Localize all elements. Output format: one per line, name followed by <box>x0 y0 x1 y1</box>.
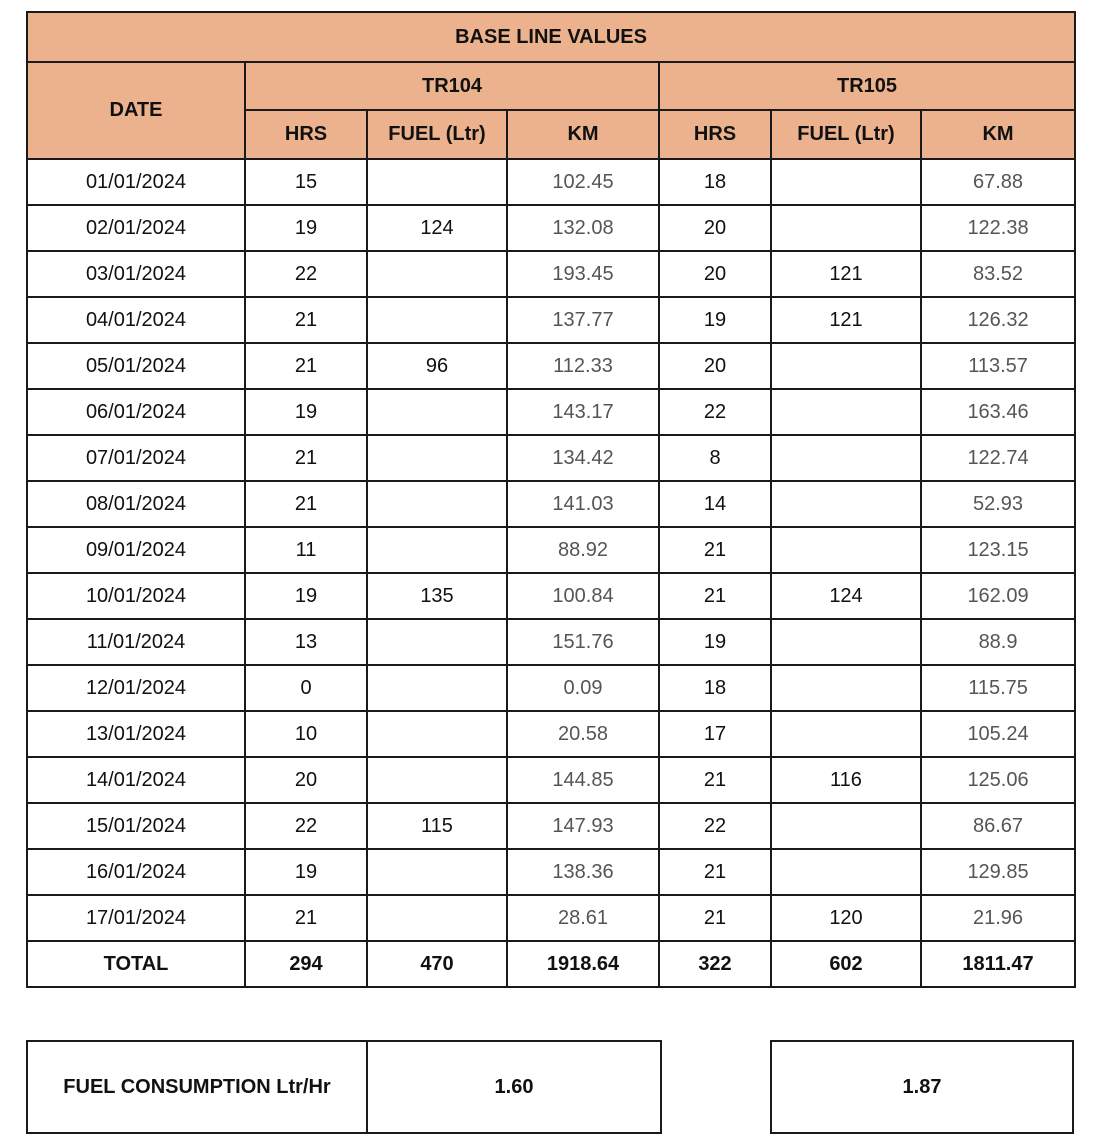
hrs-cell: 19 <box>245 849 367 895</box>
hrs-cell: 15 <box>245 159 367 205</box>
table-row <box>27 389 1075 435</box>
date-cell: 03/01/2024 <box>27 251 245 297</box>
date-cell: 14/01/2024 <box>27 757 245 803</box>
fuel-cell: 120 <box>771 895 921 941</box>
fuel-cell <box>771 435 921 481</box>
km-cell: 122.74 <box>921 435 1075 481</box>
fuel-cell <box>771 711 921 757</box>
fuel-consumption-label: FUEL CONSUMPTION Ltr/Hr <box>27 1041 367 1133</box>
fuel-cell: 121 <box>771 251 921 297</box>
km-cell: 113.57 <box>921 343 1075 389</box>
hrs-cell: 18 <box>659 665 771 711</box>
km-cell: 112.33 <box>507 343 659 389</box>
col-header-hrs: HRS <box>659 110 771 159</box>
col-header-km: KM <box>921 110 1075 159</box>
total-label: TOTAL <box>27 941 245 987</box>
fuel-cell: 124 <box>771 573 921 619</box>
table-row <box>27 251 1075 297</box>
date-cell: 13/01/2024 <box>27 711 245 757</box>
total-cell: 470 <box>367 941 507 987</box>
hrs-cell: 21 <box>659 895 771 941</box>
km-cell: 115.75 <box>921 665 1075 711</box>
fuel-consumption-tr104: 1.60 <box>367 1041 661 1133</box>
hrs-cell: 19 <box>245 205 367 251</box>
col-header-fuel: FUEL (Ltr) <box>367 110 507 159</box>
baseline-table <box>26 11 1076 988</box>
fuel-cell <box>771 343 921 389</box>
fuel-cell <box>771 527 921 573</box>
table-row <box>27 573 1075 619</box>
km-cell: 129.85 <box>921 849 1075 895</box>
fuel-cell: 124 <box>367 205 507 251</box>
date-cell: 02/01/2024 <box>27 205 245 251</box>
table-row <box>27 205 1075 251</box>
date-header: DATE <box>27 62 245 159</box>
fuel-cell <box>367 849 507 895</box>
hrs-cell: 11 <box>245 527 367 573</box>
date-cell: 06/01/2024 <box>27 389 245 435</box>
hrs-cell: 21 <box>245 343 367 389</box>
hrs-cell: 0 <box>245 665 367 711</box>
col-header-hrs: HRS <box>245 110 367 159</box>
hrs-cell: 20 <box>659 343 771 389</box>
hrs-cell: 22 <box>659 389 771 435</box>
col-header-fuel: FUEL (Ltr) <box>771 110 921 159</box>
fuel-cell <box>367 481 507 527</box>
hrs-cell: 22 <box>245 803 367 849</box>
km-cell: 163.46 <box>921 389 1075 435</box>
km-cell: 143.17 <box>507 389 659 435</box>
group-header-tr104: TR104 <box>245 62 659 110</box>
table-row <box>27 343 1075 389</box>
km-cell: 138.36 <box>507 849 659 895</box>
hrs-cell: 21 <box>245 481 367 527</box>
table-row <box>27 527 1075 573</box>
fuel-cell <box>771 159 921 205</box>
table-row <box>27 435 1075 481</box>
km-cell: 21.96 <box>921 895 1075 941</box>
km-cell: 67.88 <box>921 159 1075 205</box>
fuel-cell: 116 <box>771 757 921 803</box>
fuel-cell <box>771 389 921 435</box>
fuel-cell <box>367 757 507 803</box>
km-cell: 102.45 <box>507 159 659 205</box>
km-cell: 134.42 <box>507 435 659 481</box>
table-body <box>27 159 1075 941</box>
km-cell: 83.52 <box>921 251 1075 297</box>
total-cell: 1918.64 <box>507 941 659 987</box>
fuel-cell <box>771 803 921 849</box>
km-cell: 88.92 <box>507 527 659 573</box>
km-cell: 20.58 <box>507 711 659 757</box>
hrs-cell: 20 <box>659 251 771 297</box>
hrs-cell: 20 <box>245 757 367 803</box>
table-row <box>27 159 1075 205</box>
fuel-cell <box>367 711 507 757</box>
table-row <box>27 481 1075 527</box>
hrs-cell: 19 <box>659 619 771 665</box>
fuel-consumption-tr104-box <box>26 1040 662 1134</box>
date-cell: 07/01/2024 <box>27 435 245 481</box>
hrs-cell: 19 <box>245 389 367 435</box>
fuel-cell <box>367 527 507 573</box>
date-cell: 17/01/2024 <box>27 895 245 941</box>
table-row <box>27 665 1075 711</box>
date-cell: 11/01/2024 <box>27 619 245 665</box>
km-cell: 86.67 <box>921 803 1075 849</box>
fuel-cell <box>771 619 921 665</box>
hrs-cell: 14 <box>659 481 771 527</box>
fuel-cell: 135 <box>367 573 507 619</box>
hrs-cell: 18 <box>659 159 771 205</box>
total-cell: 1811.47 <box>921 941 1075 987</box>
col-header-km: KM <box>507 110 659 159</box>
km-cell: 132.08 <box>507 205 659 251</box>
fuel-cell <box>367 297 507 343</box>
km-cell: 137.77 <box>507 297 659 343</box>
km-cell: 52.93 <box>921 481 1075 527</box>
hrs-cell: 17 <box>659 711 771 757</box>
km-cell: 28.61 <box>507 895 659 941</box>
fuel-cell <box>367 895 507 941</box>
km-cell: 0.09 <box>507 665 659 711</box>
date-cell: 15/01/2024 <box>27 803 245 849</box>
km-cell: 151.76 <box>507 619 659 665</box>
fuel-cell <box>367 251 507 297</box>
table-row <box>27 895 1075 941</box>
table-title: BASE LINE VALUES <box>27 12 1075 62</box>
date-cell: 16/01/2024 <box>27 849 245 895</box>
hrs-cell: 20 <box>659 205 771 251</box>
date-cell: 01/01/2024 <box>27 159 245 205</box>
table-row <box>27 711 1075 757</box>
table-row <box>27 297 1075 343</box>
hrs-cell: 21 <box>245 895 367 941</box>
hrs-cell: 22 <box>659 803 771 849</box>
table-row <box>27 757 1075 803</box>
total-row <box>27 941 1075 987</box>
date-cell: 05/01/2024 <box>27 343 245 389</box>
group-header-tr105: TR105 <box>659 62 1075 110</box>
hrs-cell: 21 <box>659 849 771 895</box>
km-cell: 126.32 <box>921 297 1075 343</box>
km-cell: 162.09 <box>921 573 1075 619</box>
fuel-cell: 96 <box>367 343 507 389</box>
fuel-cell <box>367 389 507 435</box>
km-cell: 105.24 <box>921 711 1075 757</box>
fuel-cell: 115 <box>367 803 507 849</box>
date-cell: 10/01/2024 <box>27 573 245 619</box>
fuel-cell <box>367 435 507 481</box>
total-cell: 602 <box>771 941 921 987</box>
table-row <box>27 803 1075 849</box>
date-cell: 04/01/2024 <box>27 297 245 343</box>
fuel-consumption-tr105-box <box>770 1040 1074 1134</box>
fuel-cell <box>367 159 507 205</box>
table-row <box>27 619 1075 665</box>
hrs-cell: 19 <box>245 573 367 619</box>
km-cell: 88.9 <box>921 619 1075 665</box>
km-cell: 100.84 <box>507 573 659 619</box>
date-cell: 09/01/2024 <box>27 527 245 573</box>
table-row <box>27 849 1075 895</box>
hrs-cell: 22 <box>245 251 367 297</box>
fuel-cell <box>771 665 921 711</box>
km-cell: 144.85 <box>507 757 659 803</box>
km-cell: 125.06 <box>921 757 1075 803</box>
hrs-cell: 21 <box>659 527 771 573</box>
total-cell: 322 <box>659 941 771 987</box>
hrs-cell: 21 <box>659 573 771 619</box>
fuel-cell <box>771 205 921 251</box>
hrs-cell: 8 <box>659 435 771 481</box>
hrs-cell: 19 <box>659 297 771 343</box>
date-cell: 08/01/2024 <box>27 481 245 527</box>
km-cell: 193.45 <box>507 251 659 297</box>
hrs-cell: 10 <box>245 711 367 757</box>
hrs-cell: 13 <box>245 619 367 665</box>
total-cell: 294 <box>245 941 367 987</box>
fuel-cell <box>367 665 507 711</box>
date-cell: 12/01/2024 <box>27 665 245 711</box>
km-cell: 122.38 <box>921 205 1075 251</box>
km-cell: 123.15 <box>921 527 1075 573</box>
km-cell: 147.93 <box>507 803 659 849</box>
fuel-cell <box>771 481 921 527</box>
hrs-cell: 21 <box>245 297 367 343</box>
fuel-cell: 121 <box>771 297 921 343</box>
fuel-consumption-tr105: 1.87 <box>771 1041 1073 1133</box>
fuel-cell <box>771 849 921 895</box>
hrs-cell: 21 <box>659 757 771 803</box>
km-cell: 141.03 <box>507 481 659 527</box>
fuel-cell <box>367 619 507 665</box>
hrs-cell: 21 <box>245 435 367 481</box>
